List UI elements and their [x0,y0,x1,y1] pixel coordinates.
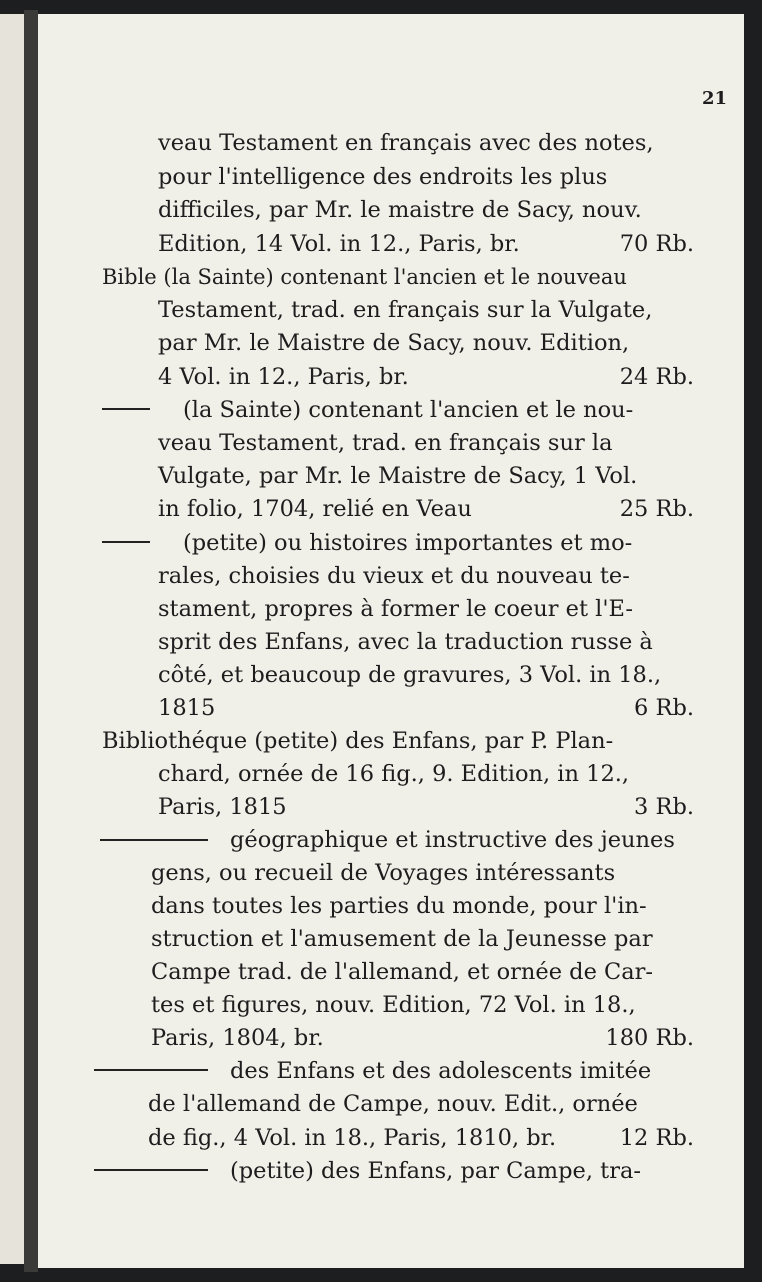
entry-line: dans toutes les parties du monde, pour l'in- [151,893,647,919]
entry-line: veau Testament en français avec des notes, [158,130,654,156]
price: 180 Rb. [605,1025,694,1051]
entry-line: Campe trad. de l'allemand, et ornée de Car- [151,959,654,985]
price: 3 Rb. [634,794,694,820]
entry-line: tes et figures, nouv. Edition, 72 Vol. in 18., [151,992,636,1018]
entry-line: Paris, 1804, br. [151,1025,324,1051]
book-gutter [24,10,38,1272]
entry-line: (la Sainte) contenant l'ancien et le nou- [183,397,634,423]
entry-line: gens, ou recueil de Voyages intéressants [151,860,616,886]
price: 70 Rb. [619,231,694,257]
entry-line: côté, et beaucoup de gravures, 3 Vol. in 18., [158,662,662,688]
entry-line: géographique et instructive des jeunes [230,827,675,853]
catalog-page [38,14,744,1268]
price: 24 Rb. [619,364,694,390]
ditto-dash [94,1169,208,1171]
entry-line: (petite) ou histoires importantes et mo- [183,530,633,556]
entry-line: in folio, 1704, relié en Veau [158,496,472,522]
entry-line: des Enfans et des adolescents imitée [230,1058,652,1084]
entry-line: difficiles, par Mr. le maistre de Sacy, nouv. [158,197,642,223]
entry-line: Vulgate, par Mr. le Maistre de Sacy, 1 Vol. [158,463,638,489]
ditto-dash [102,408,150,410]
entry-line: de fig., 4 Vol. in 18., Paris, 1810, br. [148,1125,557,1151]
entry-line: de l'allemand de Campe, nouv. Edit., ornée [148,1091,638,1117]
entry-line: 4 Vol. in 12., Paris, br. [158,364,409,390]
page-number: 21 [702,88,728,109]
entry-line: chard, ornée de 16 fig., 9. Edition, in 12., [158,761,630,787]
ditto-dash [100,839,208,841]
entry-line: veau Testament, trad. en français sur la [158,430,613,456]
price: 6 Rb. [634,695,694,721]
facing-page-edge [0,14,24,1264]
entry-line: struction et l'amusement de la Jeunesse par [151,926,653,952]
entry-line: Paris, 1815 [158,794,287,820]
price: 12 Rb. [619,1125,694,1151]
price: 25 Rb. [619,496,694,522]
ditto-dash [102,541,150,543]
entry-heading-line: Bible (la Sainte) contenant l'ancien et le nouveau [102,265,627,289]
entry-line: stament, propres à former le coeur et l'E- [158,596,633,622]
entry-line: pour l'intelligence des endroits les plus [158,164,608,190]
entry-line: rales, choisies du vieux et du nouveau te- [158,563,630,589]
entry-line: Edition, 14 Vol. in 12., Paris, br. [158,231,520,257]
entry-heading-line: Bibliothéque (petite) des Enfans, par P. Plan- [102,728,614,754]
entry-line: Testament, trad. en français sur la Vulgate, [158,297,653,323]
entry-line: par Mr. le Maistre de Sacy, nouv. Edition, [158,330,630,356]
entry-line: (petite) des Enfans, par Campe, tra- [230,1158,641,1184]
entry-line: sprit des Enfans, avec la traduction russe à [158,629,653,655]
entry-line: 1815 [158,695,216,721]
ditto-dash [94,1069,208,1071]
